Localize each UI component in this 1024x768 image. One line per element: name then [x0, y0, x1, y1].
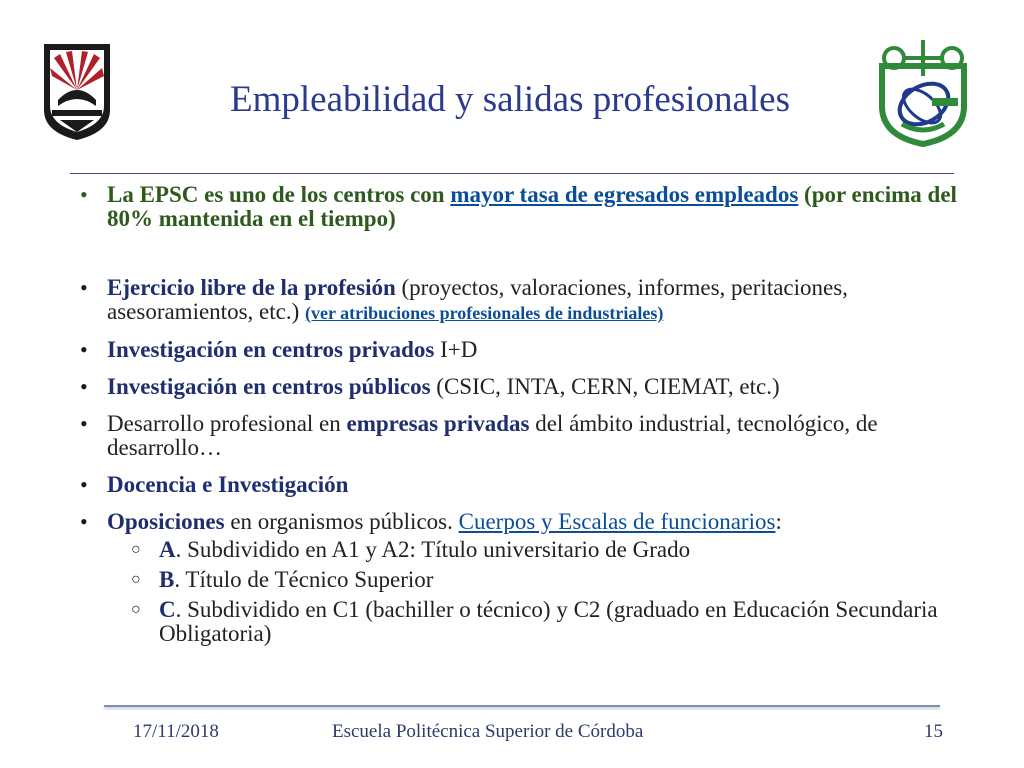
bullet-list: [78, 183, 978, 659]
sub-letter: B: [159, 567, 175, 592]
footer-divider: [104, 705, 940, 707]
bullet-bold: Docencia e Investigación: [107, 472, 349, 497]
bullet-bold: Oposiciones: [107, 509, 225, 534]
bullet-text: La EPSC es uno de los centros con: [107, 182, 451, 207]
sub-text: . Subdividido en A1 y A2: Título universitario de Grado: [175, 537, 691, 562]
sub-bullet-item: [107, 568, 978, 592]
bullet-item: [78, 338, 978, 362]
atribuciones-link[interactable]: (ver atribuciones profesionales de industriales): [304, 303, 664, 323]
bullet-item: [78, 276, 978, 325]
bullet-bold: empresas privadas: [346, 411, 530, 436]
sub-bullet-marker: ○: [131, 601, 141, 618]
bullet-marker: •: [80, 374, 88, 399]
bullet-item: [78, 183, 978, 231]
bullet-text: (por encima del 80% mantenida en el tiempo): [107, 182, 957, 231]
sub-bullet-item: [107, 598, 978, 646]
bullet-marker: •: [80, 337, 88, 362]
bullet-item: [78, 412, 978, 460]
bullet-item: [78, 510, 978, 646]
sub-bullet-list: [107, 538, 978, 646]
sub-bullet-item: [107, 538, 978, 562]
bullet-text: del ámbito industrial, tecnológico, de desarrollo…: [107, 411, 878, 460]
sub-bullet-marker: ○: [131, 571, 141, 588]
footer-center-text: Escuela Politécnica Superior de Córdoba: [332, 721, 644, 742]
bullet-marker: •: [80, 182, 88, 207]
egresados-link[interactable]: mayor tasa de egresados empleados: [450, 182, 799, 207]
slide-title: Empleabilidad y salidas profesionales: [230, 79, 790, 120]
bullet-text: (CSIC, INTA, CERN, CIEMAT, etc.): [430, 374, 780, 399]
sub-letter: A: [159, 537, 176, 562]
bullet-item: [78, 375, 978, 399]
cuerpos-link[interactable]: Cuerpos y Escalas de funcionarios: [458, 509, 776, 534]
bullet-marker: •: [80, 411, 88, 436]
bullet-text: Desarrollo profesional en: [107, 411, 347, 436]
title-divider: [70, 173, 954, 174]
bullet-marker: •: [80, 472, 88, 497]
bullet-bold: Ejercicio libre de la profesión: [107, 275, 396, 300]
bullet-text: en organismos públicos.: [224, 509, 459, 534]
bullet-text: :: [775, 509, 782, 534]
page-number: 15: [924, 721, 943, 742]
sub-letter: C: [159, 597, 176, 622]
bullet-marker: •: [80, 275, 88, 300]
sub-text: . Título de Técnico Superior: [174, 567, 434, 592]
bullet-text: I+D: [434, 337, 478, 362]
bullet-item: [78, 473, 978, 497]
bullet-marker: •: [80, 509, 88, 534]
bullet-bold: Investigación en centros públicos: [107, 374, 431, 399]
sub-text: . Subdividido en C1 (bachiller o técnico) y C2 (graduado en Educación Secundaria Obligatoria): [159, 597, 938, 646]
footer-date: 17/11/2018: [133, 721, 219, 742]
bullet-bold: Investigación en centros privados: [107, 337, 435, 362]
university-crest-icon: [38, 40, 116, 142]
bullet-text: (proyectos, valoraciones, informes, peritaciones, asesoramientos, etc.): [107, 275, 848, 324]
sub-bullet-marker: ○: [131, 541, 141, 558]
